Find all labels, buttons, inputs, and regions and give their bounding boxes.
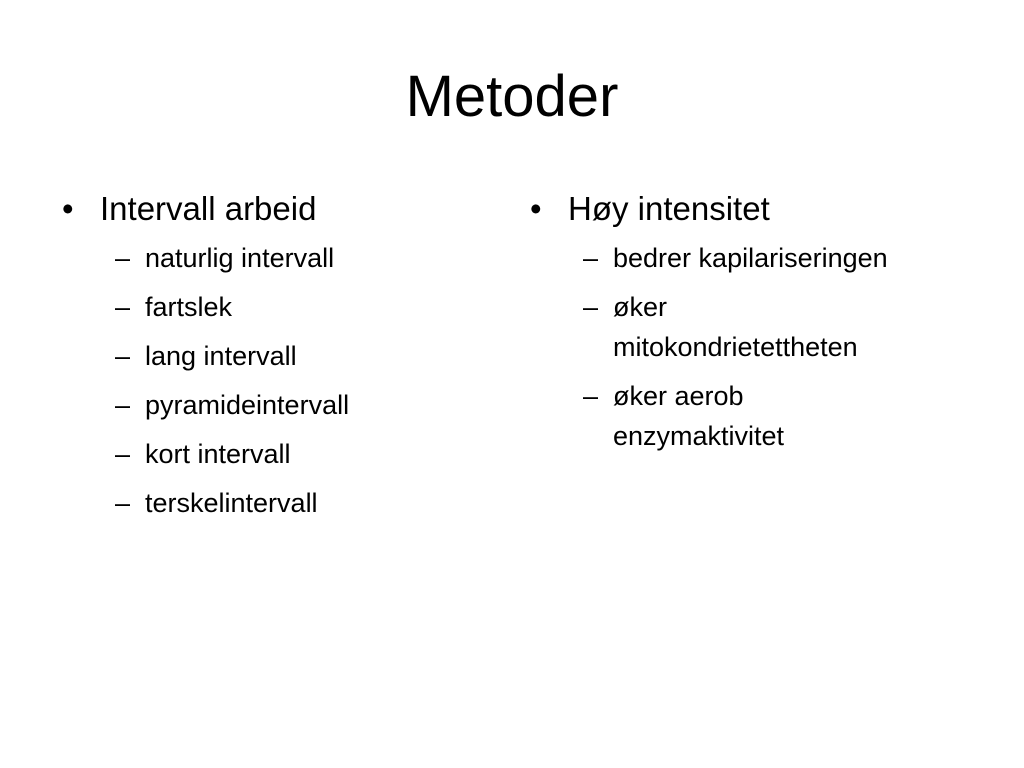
right-column	[530, 188, 990, 465]
sub-item-label: øker aerob enzymaktivitet	[613, 381, 785, 451]
slide-title: Metoder	[405, 64, 619, 129]
sub-item	[583, 287, 913, 367]
sub-item-label: naturlig intervall	[145, 243, 335, 273]
left-column	[62, 188, 482, 532]
dash-icon: –	[115, 292, 131, 322]
dash-icon: –	[583, 292, 599, 322]
sub-item-label: lang intervall	[145, 341, 297, 371]
bullet-label: Høy intensitet	[568, 190, 770, 227]
sub-item	[115, 238, 482, 278]
sub-item-label: øker mitokondrietettheten	[613, 292, 858, 362]
dash-icon: –	[115, 439, 131, 469]
bullet-label: Intervall arbeid	[100, 190, 317, 227]
sub-item	[115, 336, 482, 376]
sub-item-label: bedrer kapilariseringen	[613, 243, 888, 273]
sub-item-label: kort intervall	[145, 439, 291, 469]
sub-item-label: fartslek	[145, 292, 233, 322]
dash-icon: –	[115, 390, 131, 420]
bullet-icon: •	[530, 190, 542, 227]
sub-list	[62, 238, 482, 523]
bullet-icon: •	[62, 190, 74, 227]
dash-icon: –	[115, 341, 131, 371]
dash-icon: –	[583, 243, 599, 273]
sub-item	[115, 483, 482, 523]
sub-item	[115, 287, 482, 327]
bullet-item	[530, 188, 990, 230]
dash-icon: –	[115, 243, 131, 273]
sub-item-label: pyramideintervall	[145, 390, 350, 420]
sub-item	[583, 238, 990, 278]
sub-item-label: terskelintervall	[145, 488, 318, 518]
sub-item	[115, 385, 482, 425]
bullet-item	[62, 188, 482, 230]
sub-item	[115, 434, 482, 474]
dash-icon: –	[115, 488, 131, 518]
sub-list	[530, 238, 990, 456]
sub-item	[583, 376, 913, 456]
dash-icon: –	[583, 381, 599, 411]
